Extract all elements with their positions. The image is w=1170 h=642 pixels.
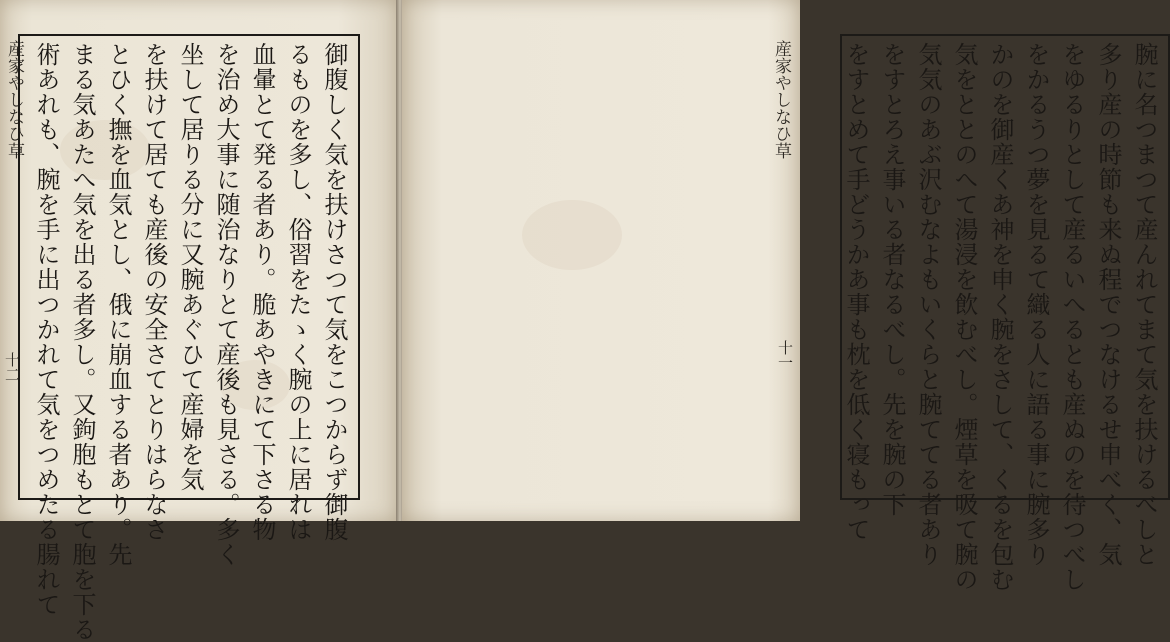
- right-text-frame: [840, 34, 1170, 592]
- paper-stain: [522, 200, 622, 270]
- text-column: まる気あたへ気を出る者多し。又鉤胞もとて胞を下る: [68, 42, 96, 642]
- left-page: [0, 0, 398, 642]
- text-column: るものを多し、俗習をたゝく腕の上に居れは: [284, 42, 312, 542]
- text-column: をすとろえ事いる者なるべし。先を腕の下: [878, 42, 906, 517]
- left-folio-number: 十二: [3, 352, 21, 382]
- right-text-block: [842, 42, 1162, 592]
- text-column: を治め大事に随治なりとて産後も見さる。多く: [212, 42, 240, 567]
- right-page: [402, 0, 1158, 592]
- text-column: をかるうつ夢を見るて織る人に語る事に腕多り: [1022, 42, 1050, 567]
- text-column: 血暈とて発る者あり。脆あやきにて下さる物: [248, 42, 276, 542]
- text-column: 気をととのへて湯浸を飲むべし。煙草を吸て腕の: [950, 42, 978, 592]
- left-margin-title: 産家やしなひ草: [4, 40, 24, 159]
- text-column: とひく撫を血気とし、俄に崩血する者あり。先: [104, 42, 132, 567]
- text-column: 腕に名つまつて産んれてまて気を扶けるべしと: [1130, 42, 1158, 567]
- text-column: 坐して居りる分に又腕あぐひて産婦を気: [176, 42, 204, 492]
- left-text-frame: [18, 34, 360, 642]
- left-text-block: [26, 42, 352, 642]
- right-folio-number: 十一: [776, 340, 794, 370]
- right-margin-title: 産家やしなひ草: [771, 40, 791, 159]
- text-column: 気気のあぶ沢むなよもいくらと腕ててる者あり: [914, 42, 942, 567]
- text-column: 御腹しく気を扶けさつて気をこつからず御腹: [320, 42, 348, 542]
- text-column: かのを御産くあ神を申く腕をさして、くるを包む: [986, 42, 1014, 592]
- text-column: をゆるりとして産るいへるとも産ぬのを待つべし: [1058, 42, 1086, 592]
- text-column: を扶けて居ても産後の安全さてとりはらなさ: [140, 42, 168, 542]
- text-column: をすとめて手どうかあ事も枕を低く寝もって: [842, 42, 870, 542]
- text-column: 多り産の時節も来ぬ程でつなけるせ申べく、気: [1094, 42, 1122, 567]
- text-column: 術あれも、腕を手に出つかれて気をつめたる腸れて: [32, 42, 60, 617]
